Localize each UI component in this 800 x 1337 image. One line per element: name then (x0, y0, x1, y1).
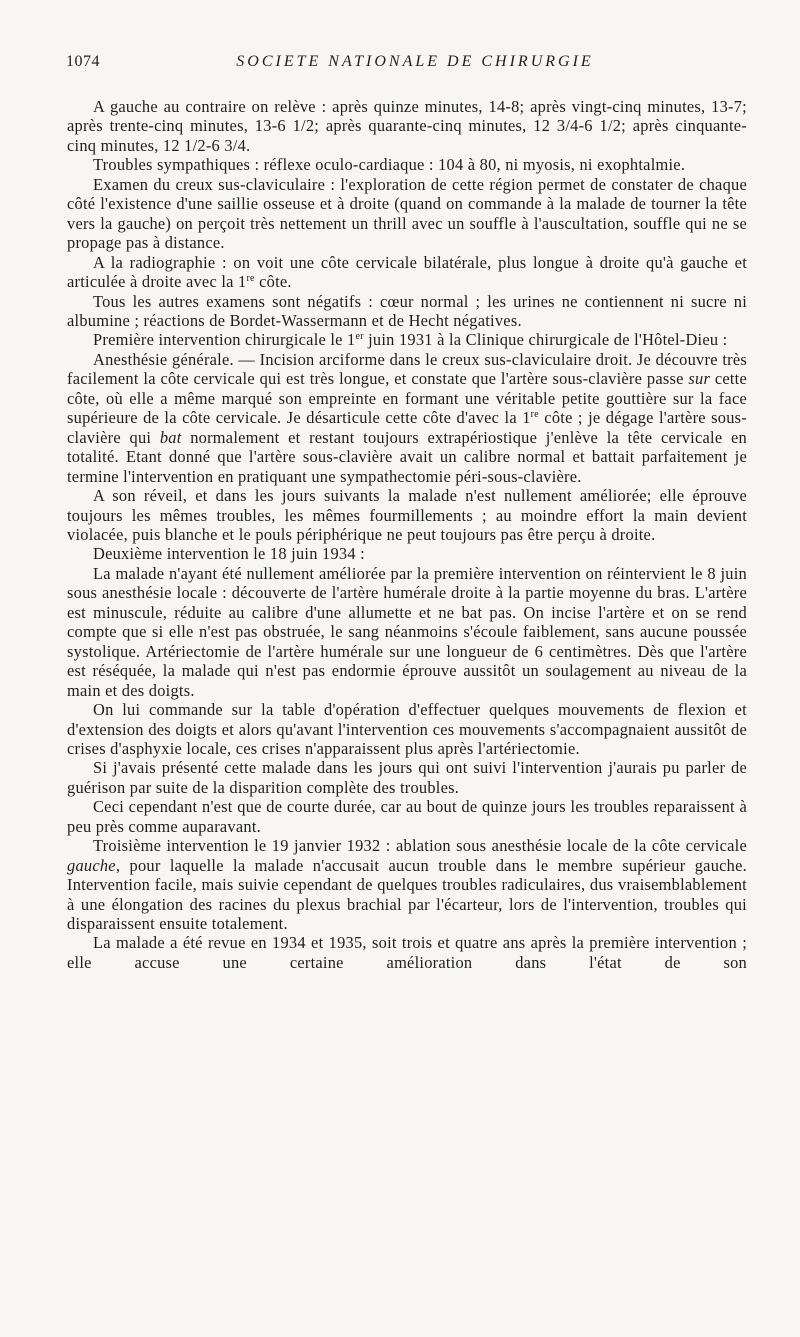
text-run: côte ; je dégage l'artère sous-clavière qui (67, 408, 748, 447)
ordinal-superscript: re (530, 409, 539, 421)
paragraph-8 (67, 486, 747, 544)
paragraph-7 (67, 350, 747, 486)
paragraph-9 (67, 544, 747, 563)
text-run: On lui commande sur la table d'opération d'effectuer quelques mouvements de flexion et d'extension des doigts et alors qu'avant l'intervention ces mouvements s'accompagnaient aussitôt de crises d'asphyxie locale, ces crises n'apparaissent plus après l'artériectomie. (67, 700, 747, 758)
text-run: Troubles sympathiques : réflexe oculo-cardiaque : 104 à 80, ni myosis, ni exophtalmie. (93, 155, 686, 175)
text-run: Première intervention chirurgicale le 1 (93, 330, 356, 350)
text-run: Anesthésie générale. — Incision arciforme dans le creux sus-claviculaire droit. Je découvre très facilement la côte cervicale qui est très longue, et constate que l'artère sous-clavière passe (67, 349, 747, 389)
text-run: A gauche au contraire on relève : après quinze minutes, 14-8; après vingt-cinq minutes, 13-7; après trente-cinq minutes, 13-6 1/2; après quarante-cinq minutes, 12 3/4-6 1/2; après cinquante-cinq minutes, 12 1/2-6 3/4. (67, 97, 747, 155)
text-run: A la radiographie : on voit une côte cervicale bilatérale, plus longue à droite qu'à gauche et articulée à droite avec la 1 (67, 252, 747, 292)
italic-emphasis: bat (159, 427, 182, 447)
ordinal-superscript: re (246, 273, 255, 285)
text-run: La malade n'ayant été nullement améliorée par la première intervention on réintervient le 8 juin sous anesthésie locale : découverte de l'artère humérale droite à la partie moyenne du bras. L'artère est minuscule, réduite au calibre d'une allumette et ne bat pas. On incise l'artère et on se rend compte que si elle n'est pas obstruée, le sang néanmoins s'écoule faiblement, sans aucune poussée systolique. Artériectomie de l'artère humérale sur une longueur de 6 centimètres. Dès que l'artère est réséquée, la malade qui n'est pas endormie éprouve aussitôt un soulagement au niveau de la main et des doigts. (67, 563, 747, 700)
paragraph-1 (67, 97, 747, 155)
running-head (66, 53, 746, 77)
text-run: Ceci cependant n'est que de courte durée, car au bout de quinze jours les troubles reparaissent à peu près comme auparavant. (67, 797, 747, 836)
paragraph-12 (67, 758, 747, 797)
text-run: cette côte, où elle a même marqué son empreinte en formant une véritable petite gouttière sur la face supérieure de la côte cervicale. Je désarticule cette côte d'avec la 1 (67, 369, 748, 428)
text-run: Examen du creux sus-claviculaire : l'exploration de cette région permet de constater de chaque côté l'existence d'une saillie osseuse et à droite (quand on commande à la malade de tourner la tête vers la gauche) on perçoit très nettement un thrill avec un souffle à l'auscultation, souffle qui ne se propage pas à distance. (67, 174, 747, 253)
text-run: côte. (254, 272, 292, 292)
text-run: normalement et restant toujours extrapériostique j'enlève la tête cervicale en totalité. Etant donné que l'artère sous-clavière avait un calibre normal et battait parfaitement je termine l'intervention en pratiquant une sympathectomie péri-sous-clavière. (67, 427, 747, 486)
text-run: , pour laquelle la malade n'accusait aucun trouble dans le membre supérieur gauche. Intervention facile, mais suivie cependant de quelques troubles radiculaires, dus vraisemblablement à une élongation des racines du plexus brachial par l'écarteur, lors de l'intervention, troubles qui disparaissent ensuite totalement. (67, 855, 747, 934)
paragraph-11 (67, 700, 747, 758)
paragraph-2 (67, 155, 747, 174)
paragraph-6 (67, 330, 747, 349)
paragraph-14 (67, 836, 747, 933)
italic-emphasis: sur (688, 369, 711, 389)
journal-title: SOCIETE NATIONALE DE CHIRURGIE (236, 53, 594, 70)
text-run: juin 1931 à la Clinique chirurgicale de l'Hôtel-Dieu : (363, 330, 728, 350)
paragraph-10 (67, 564, 747, 700)
paragraph-15 (67, 933, 747, 972)
paragraph-4 (67, 253, 747, 292)
paragraph-3 (67, 175, 747, 253)
text-run: Deuxième intervention le 18 juin 1934 : (93, 544, 365, 564)
text-run: La malade a été revue en 1934 et 1935, soit trois et quatre ans après la première intervention ; elle accuse une certaine amélioration dans l'état de son (67, 933, 747, 972)
italic-emphasis: gauche (67, 855, 116, 875)
body-text (67, 97, 747, 972)
paragraph-13 (67, 797, 747, 836)
page-number: 1074 (66, 53, 100, 70)
ordinal-superscript: er (355, 331, 364, 343)
paragraph-5 (67, 292, 747, 331)
text-run: Tous les autres examens sont négatifs : cœur normal ; les urines ne contiennent ni sucre ni albumine ; réactions de Bordet-Wassermann et de Hecht négatives. (67, 291, 747, 330)
text-run: A son réveil, et dans les jours suivants la malade n'est nullement améliorée; elle éprouve toujours les mêmes troubles, les mêmes fourmillements ; au moindre effort la main devient violacée, puis blanche et le pouls périphérique ne peut toujours pas être perçu à droite. (67, 486, 747, 544)
text-run: Si j'avais présenté cette malade dans les jours qui ont suivi l'intervention j'aurais pu parler de guérison par suite de la disparition complète des troubles. (67, 758, 747, 797)
text-run: Troisième intervention le 19 janvier 1932 : ablation sous anesthésie locale de la côte cervicale (93, 836, 747, 856)
